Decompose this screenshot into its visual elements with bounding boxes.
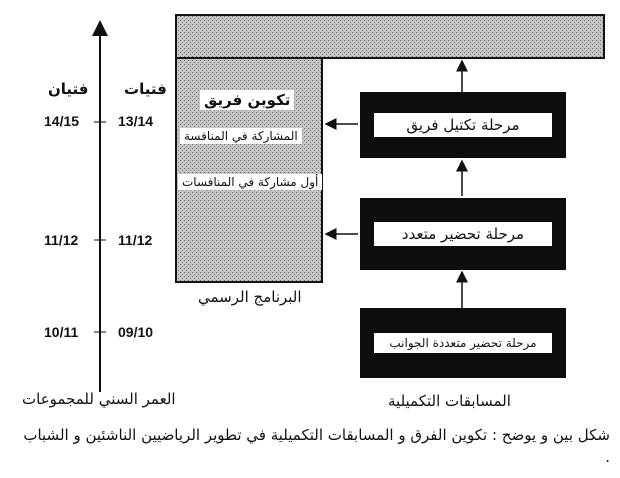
age-axis-title: العمر السني للمجموعات <box>22 390 176 408</box>
boys-header: فتيان <box>48 80 89 98</box>
girls-age-2: 11/12 <box>118 232 153 248</box>
figure-caption: شكل بين و يوضح : تكوين الفرق و المسابقات التكميلية في تطوير الرياضيين الناشئين و الشباب . <box>23 426 610 466</box>
boys-age-3: 10/11 <box>44 324 79 340</box>
complementary-competitions-label: المسابقات التكميلية <box>388 392 511 410</box>
stage-box-team-tactics <box>360 92 566 158</box>
stage-label-team-tactics: مرحلة تكتيل فريق <box>374 113 552 137</box>
boys-age-2: 11/12 <box>44 232 79 248</box>
stage-label-multilateral-prep: مرحلة تحضير متعددة الجوانب <box>374 333 552 353</box>
first-competition-label: أول مشاركة في المنافسات <box>178 174 322 190</box>
stage-box-multi-prep <box>360 198 566 270</box>
boys-age-1: 14/15 <box>44 113 80 129</box>
stage-box-multilateral-prep <box>360 308 566 378</box>
stage-label-multi-prep: مرحلة تحضير متعدد <box>374 222 552 246</box>
official-program-label: البرنامج الرسمي <box>198 288 302 306</box>
team-formation-label: تكوين فريق <box>200 90 294 110</box>
competition-participation-label: المشاركة في المنافسة <box>180 128 302 144</box>
girls-age-3: 09/10 <box>118 324 154 340</box>
girls-header: فتيات <box>124 80 167 98</box>
girls-age-1: 13/14 <box>118 113 154 129</box>
